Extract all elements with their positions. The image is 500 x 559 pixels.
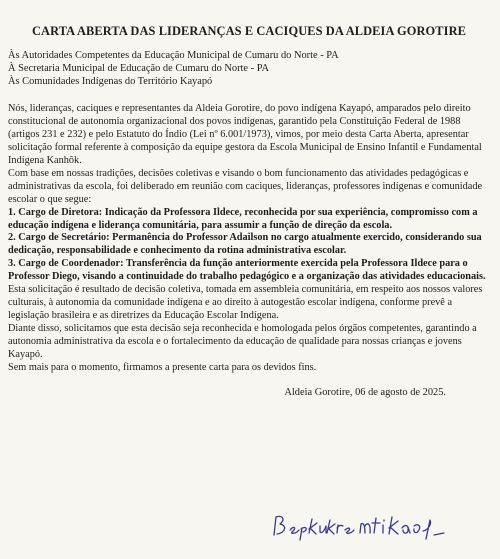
intro-paragraph: Nós, lideranças, caciques e representantes da Aldeia Gorotire, do povo indígena Kayapó, amparados pelo direito constitucional de autonomia organizacional dos povos indígenas, garantido pela Constituição Federal de 1988 (artigos 231 e 232) e pelo Estatuto do Índio (Lei nº 6.001/1973), vimos, por meio desta Carta Aberta, apresentar solicitação formal referente à composição da equipe gestora da Escola Municipal de Ensino Infantil e Fundamental Indígena Kanhôk. (8, 103, 482, 167)
handwritten-signature (268, 509, 468, 543)
closing-paragraph-1: Esta solicitação é resultado de decisão coletiva, tomada em assembleia comunitária, em respeito aos nossos valores culturais, à autonomia da comunidade indígena e ao direito à autogestão escolar indígena, conforme prevê a legislação brasileira e as diretrizes da Educação Escolar Indígena. (8, 284, 483, 321)
closing-paragraph-2: Diante disso, solicitamos que esta decisão seja reconhecida e homologada pelos órgãos competentes, garantindo a autonomia administrativa da escola e o fortalecimento da educação de qualidade para nossas crianças e jovens Kayapó. (8, 322, 477, 360)
item-secretary: 2. Cargo de Secretário: Permanência do Professor Adailson no cargo atualmente exercido, considerando sua dedicação, responsabilidade e conhecimento da rotina administrativa escolar. (8, 232, 482, 257)
addressee-list (8, 50, 490, 88)
item-director: 1. Cargo de Diretora: Indicação da Professora Ildece, reconhecida por sua experiência, compromisso com a educação indígena e liderança comunitária, para assumir a função de direção da escola. (8, 206, 478, 231)
addressee-line: Às Autoridades Competentes da Educação Municipal de Cumaru do Norte - PA (8, 50, 339, 61)
addressee-line: À Secretaria Municipal de Educação de Cumaru do Norte - PA (8, 62, 270, 74)
addressee-line: Às Comunidades Indígenas do Território Kayapó (8, 75, 213, 87)
closing-paragraph-3: Sem mais para o momento, firmamos a presente carta para os devidos fins. (8, 361, 317, 373)
item-coordinator: 3. Cargo de Coordenador: Transferência da função anteriormente exercida pela Professora Ildece para o Professor Diego, visando a continuidade do trabalho pedagógico e a organização das atividades educacionais. (8, 258, 486, 283)
letter-date: Aldeia Gorotire, 06 de agosto de 2025. (284, 387, 446, 399)
context-paragraph: Com base em nossas tradições, decisões coletivas e visando o bom funcionamento das atividades pedagógicas e administrativas da escola, foi deliberado em reunião com caciques, lideranças, professores indígenas e comunidade escolar o que segue: (8, 167, 483, 205)
letter-title: CARTA ABERTA DAS LIDERANÇAS E CACIQUES DA ALDEIA GOROTIRE (31, 24, 466, 38)
